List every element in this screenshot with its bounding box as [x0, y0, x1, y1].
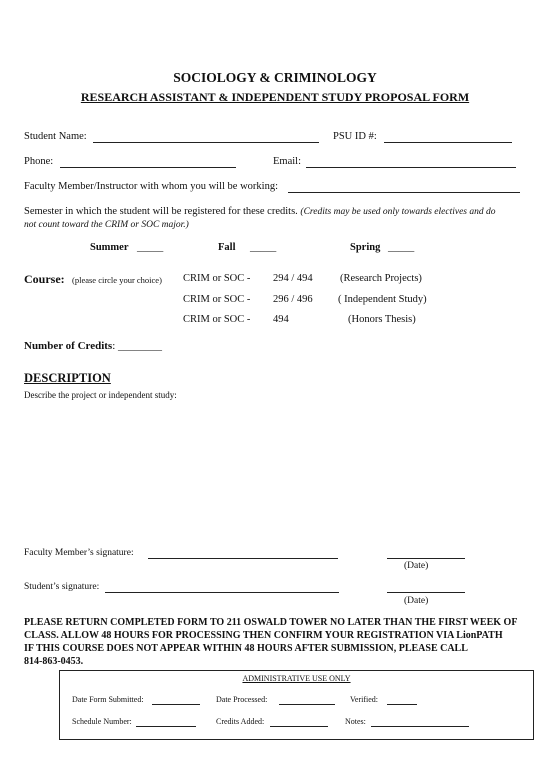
admin-title: ADMINISTRATIVE USE ONLY — [242, 674, 351, 683]
email-label: Email: — [273, 156, 301, 167]
form-subtitle: RESEARCH ASSISTANT & INDEPENDENT STUDY PROPOSAL FORM — [80, 90, 470, 104]
date-processed-label: Date Processed: — [216, 695, 268, 704]
date-submitted-label: Date Form Submitted: — [72, 695, 144, 704]
student-name-label: Student Name: — [24, 131, 87, 142]
credits-added-field[interactable] — [270, 726, 328, 727]
notes-field[interactable] — [371, 726, 469, 727]
notes-label: Notes: — [345, 717, 366, 726]
course-row-2-dept[interactable]: CRIM or SOC - — [183, 294, 251, 305]
student-name-field[interactable] — [93, 142, 319, 143]
notice-line-3: IF THIS COURSE DOES NOT APPEAR WITHIN 48 HOURS AFTER SUBMISSION, PLEASE CALL — [24, 643, 468, 654]
form-title: SOCIOLOGY & CRIMINOLOGY — [173, 70, 377, 85]
psu-id-label: PSU ID #: — [333, 131, 377, 142]
fall-blank[interactable]: _____ — [250, 242, 277, 253]
spring-label: Spring — [350, 242, 381, 253]
semester-note: (Credits may be used only towards electives and do — [300, 207, 496, 217]
course-label: Course: — [24, 272, 65, 286]
description-prompt: Describe the project or independent study: — [24, 390, 177, 400]
description-heading: DESCRIPTION — [24, 371, 111, 385]
course-instruction: (please circle your choice) — [72, 275, 162, 285]
student-date-field[interactable] — [387, 592, 465, 593]
student-signature-label: Student’s signature: — [24, 582, 100, 592]
semester-prompt: Semester in which the student will be registered for these credits. (Credits may be used only towards electives and do — [24, 206, 496, 217]
summer-blank[interactable]: _____ — [137, 242, 164, 253]
notice-line-2: CLASS. ALLOW 48 HOURS FOR PROCESSING THEN CONFIRM YOUR REGISTRATION VIA LionPATH — [24, 630, 503, 641]
admin-box — [59, 670, 534, 740]
faculty-signature-label: Faculty Member’s signature: — [24, 548, 134, 558]
student-signature-field[interactable] — [105, 592, 339, 593]
notice-line-4: 814-863-0453. — [24, 656, 84, 667]
phone-field[interactable] — [60, 167, 236, 168]
course-row-3-numbers[interactable]: 494 — [273, 314, 289, 325]
course-row-2-numbers[interactable]: 296 / 496 — [273, 294, 313, 305]
date-processed-field[interactable] — [279, 704, 335, 705]
semester-note-cont: not count toward the CRIM or SOC major.) — [24, 220, 189, 230]
credits-added-label: Credits Added: — [216, 717, 265, 726]
credits-field[interactable]: : ________ — [112, 340, 163, 352]
phone-label: Phone: — [24, 156, 54, 167]
psu-id-field[interactable] — [384, 142, 512, 143]
schedule-number-field[interactable] — [136, 726, 196, 727]
course-row-3-dept[interactable]: CRIM or SOC - — [183, 314, 251, 325]
course-row-1-type: (Research Projects) — [340, 273, 422, 284]
course-row-1-dept[interactable]: CRIM or SOC - — [183, 273, 251, 284]
verified-field[interactable] — [387, 704, 417, 705]
course-row-3-type: (Honors Thesis) — [348, 314, 416, 325]
description-area[interactable] — [24, 405, 524, 535]
faculty-member-label: Faculty Member/Instructor with whom you will be working: — [24, 181, 279, 192]
faculty-member-field[interactable] — [288, 192, 520, 193]
credits-label: Number of Credits — [24, 340, 113, 352]
schedule-number-label: Schedule Number: — [72, 717, 132, 726]
notice-line-1: PLEASE RETURN COMPLETED FORM TO 211 OSWALD TOWER NO LATER THAN THE FIRST WEEK OF — [24, 617, 518, 628]
date-submitted-field[interactable] — [152, 704, 200, 705]
student-date-label: (Date) — [404, 596, 429, 606]
course-row-2-type: ( Independent Study) — [338, 294, 427, 305]
credits-line — [24, 340, 162, 352]
email-field[interactable] — [306, 167, 516, 168]
faculty-signature-field[interactable] — [148, 558, 338, 559]
summer-label: Summer — [90, 242, 129, 253]
verified-label: Verified: — [350, 695, 378, 704]
faculty-date-label: (Date) — [404, 561, 429, 571]
faculty-date-field[interactable] — [387, 558, 465, 559]
spring-blank[interactable]: _____ — [388, 242, 415, 253]
course-row-1-numbers[interactable]: 294 / 494 — [273, 273, 313, 284]
fall-label: Fall — [218, 242, 236, 253]
